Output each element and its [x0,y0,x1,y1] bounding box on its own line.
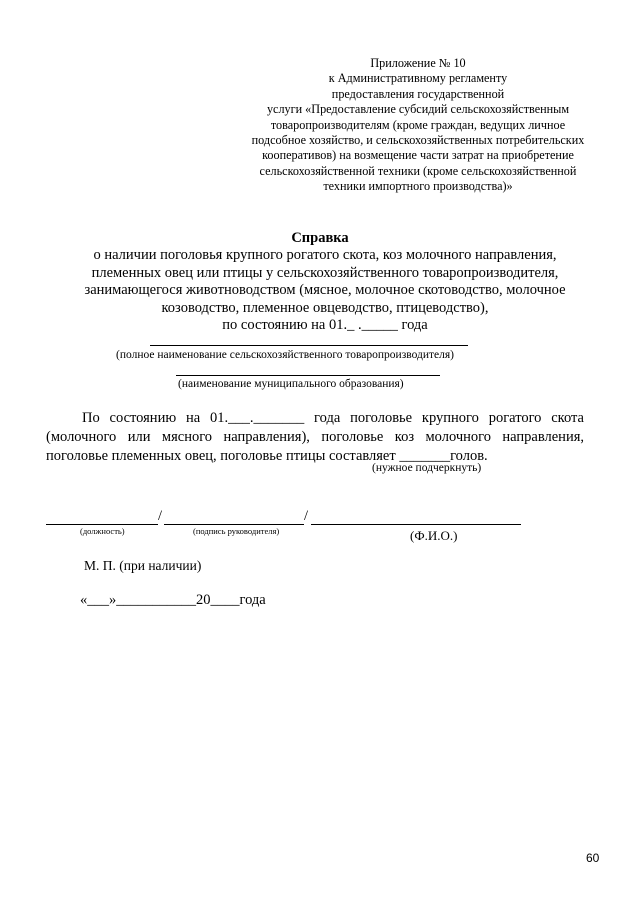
appendix-line: кооперативов) на возмещение части затрат на приобретение [262,148,574,163]
position-caption: (должность) [80,526,125,536]
signature-slash: / [304,508,309,524]
body-line: По состоянию на 01.___._______ года поголовье крупного рогатого скота [82,410,584,426]
subtitle-line: о наличии поголовья крупного рогатого скота, коз молочного направления, [93,247,557,263]
subtitle-line: занимающегося животноводством (мясное, молочное скотоводство, молочное [84,282,566,299]
document-title: Справка [291,230,349,246]
position-line [46,524,158,525]
fio-caption: (Ф.И.О.) [410,528,458,543]
date-line: «___»___________20____года [80,592,266,608]
subtitle-line: по состоянию на 01._ ._____ года [222,317,428,334]
body-line: (молочного или мясного направления), поголовье коз молочного направления, [46,429,584,445]
appendix-line: предоставления государственной [331,86,505,101]
municipality-caption: (наименование муниципального образования) [178,378,404,390]
stamp-placeholder: М. П. (при наличии) [84,558,202,573]
signature-slash: / [158,508,163,524]
municipality-line [176,375,440,376]
producer-name-line [150,345,468,346]
body-line: поголовье племенных овец, поголовье птицы составляет _______голов. [46,448,488,464]
body-paragraph [46,409,584,466]
appendix-line: товаропроизводителям (кроме граждан, ведущих личное [270,117,566,132]
underline-note: (нужное подчеркнуть) [372,462,482,474]
appendix-line: Приложение № 10 [370,56,466,70]
appendix-line: техники импортного производства)» [323,179,513,194]
signature-line [164,524,304,525]
appendix-line: услуги «Предоставление субсидий сельскохозяйственным [266,102,570,117]
fio-line [311,524,521,525]
appendix-header [232,56,604,195]
page-number: 60 [586,851,600,865]
subtitle-line: племенных овец или птицы у сельскохозяйственного товаропроизводителя, [91,264,559,281]
appendix-line: подсобное хозяйство, и сельскохозяйственных потребительских [251,133,585,148]
subtitle-line: козоводство, племенное овцеводство, птицеводство), [161,299,489,316]
appendix-line: к Административному регламенту [328,71,508,86]
sign-caption: (подпись руководителя) [193,526,280,536]
document-subtitle [40,247,610,335]
producer-caption: (полное наименование сельскохозяйственного товаропроизводителя) [116,349,454,361]
appendix-line: сельскохозяйственной техники (кроме сельскохозяйственной [259,163,577,178]
